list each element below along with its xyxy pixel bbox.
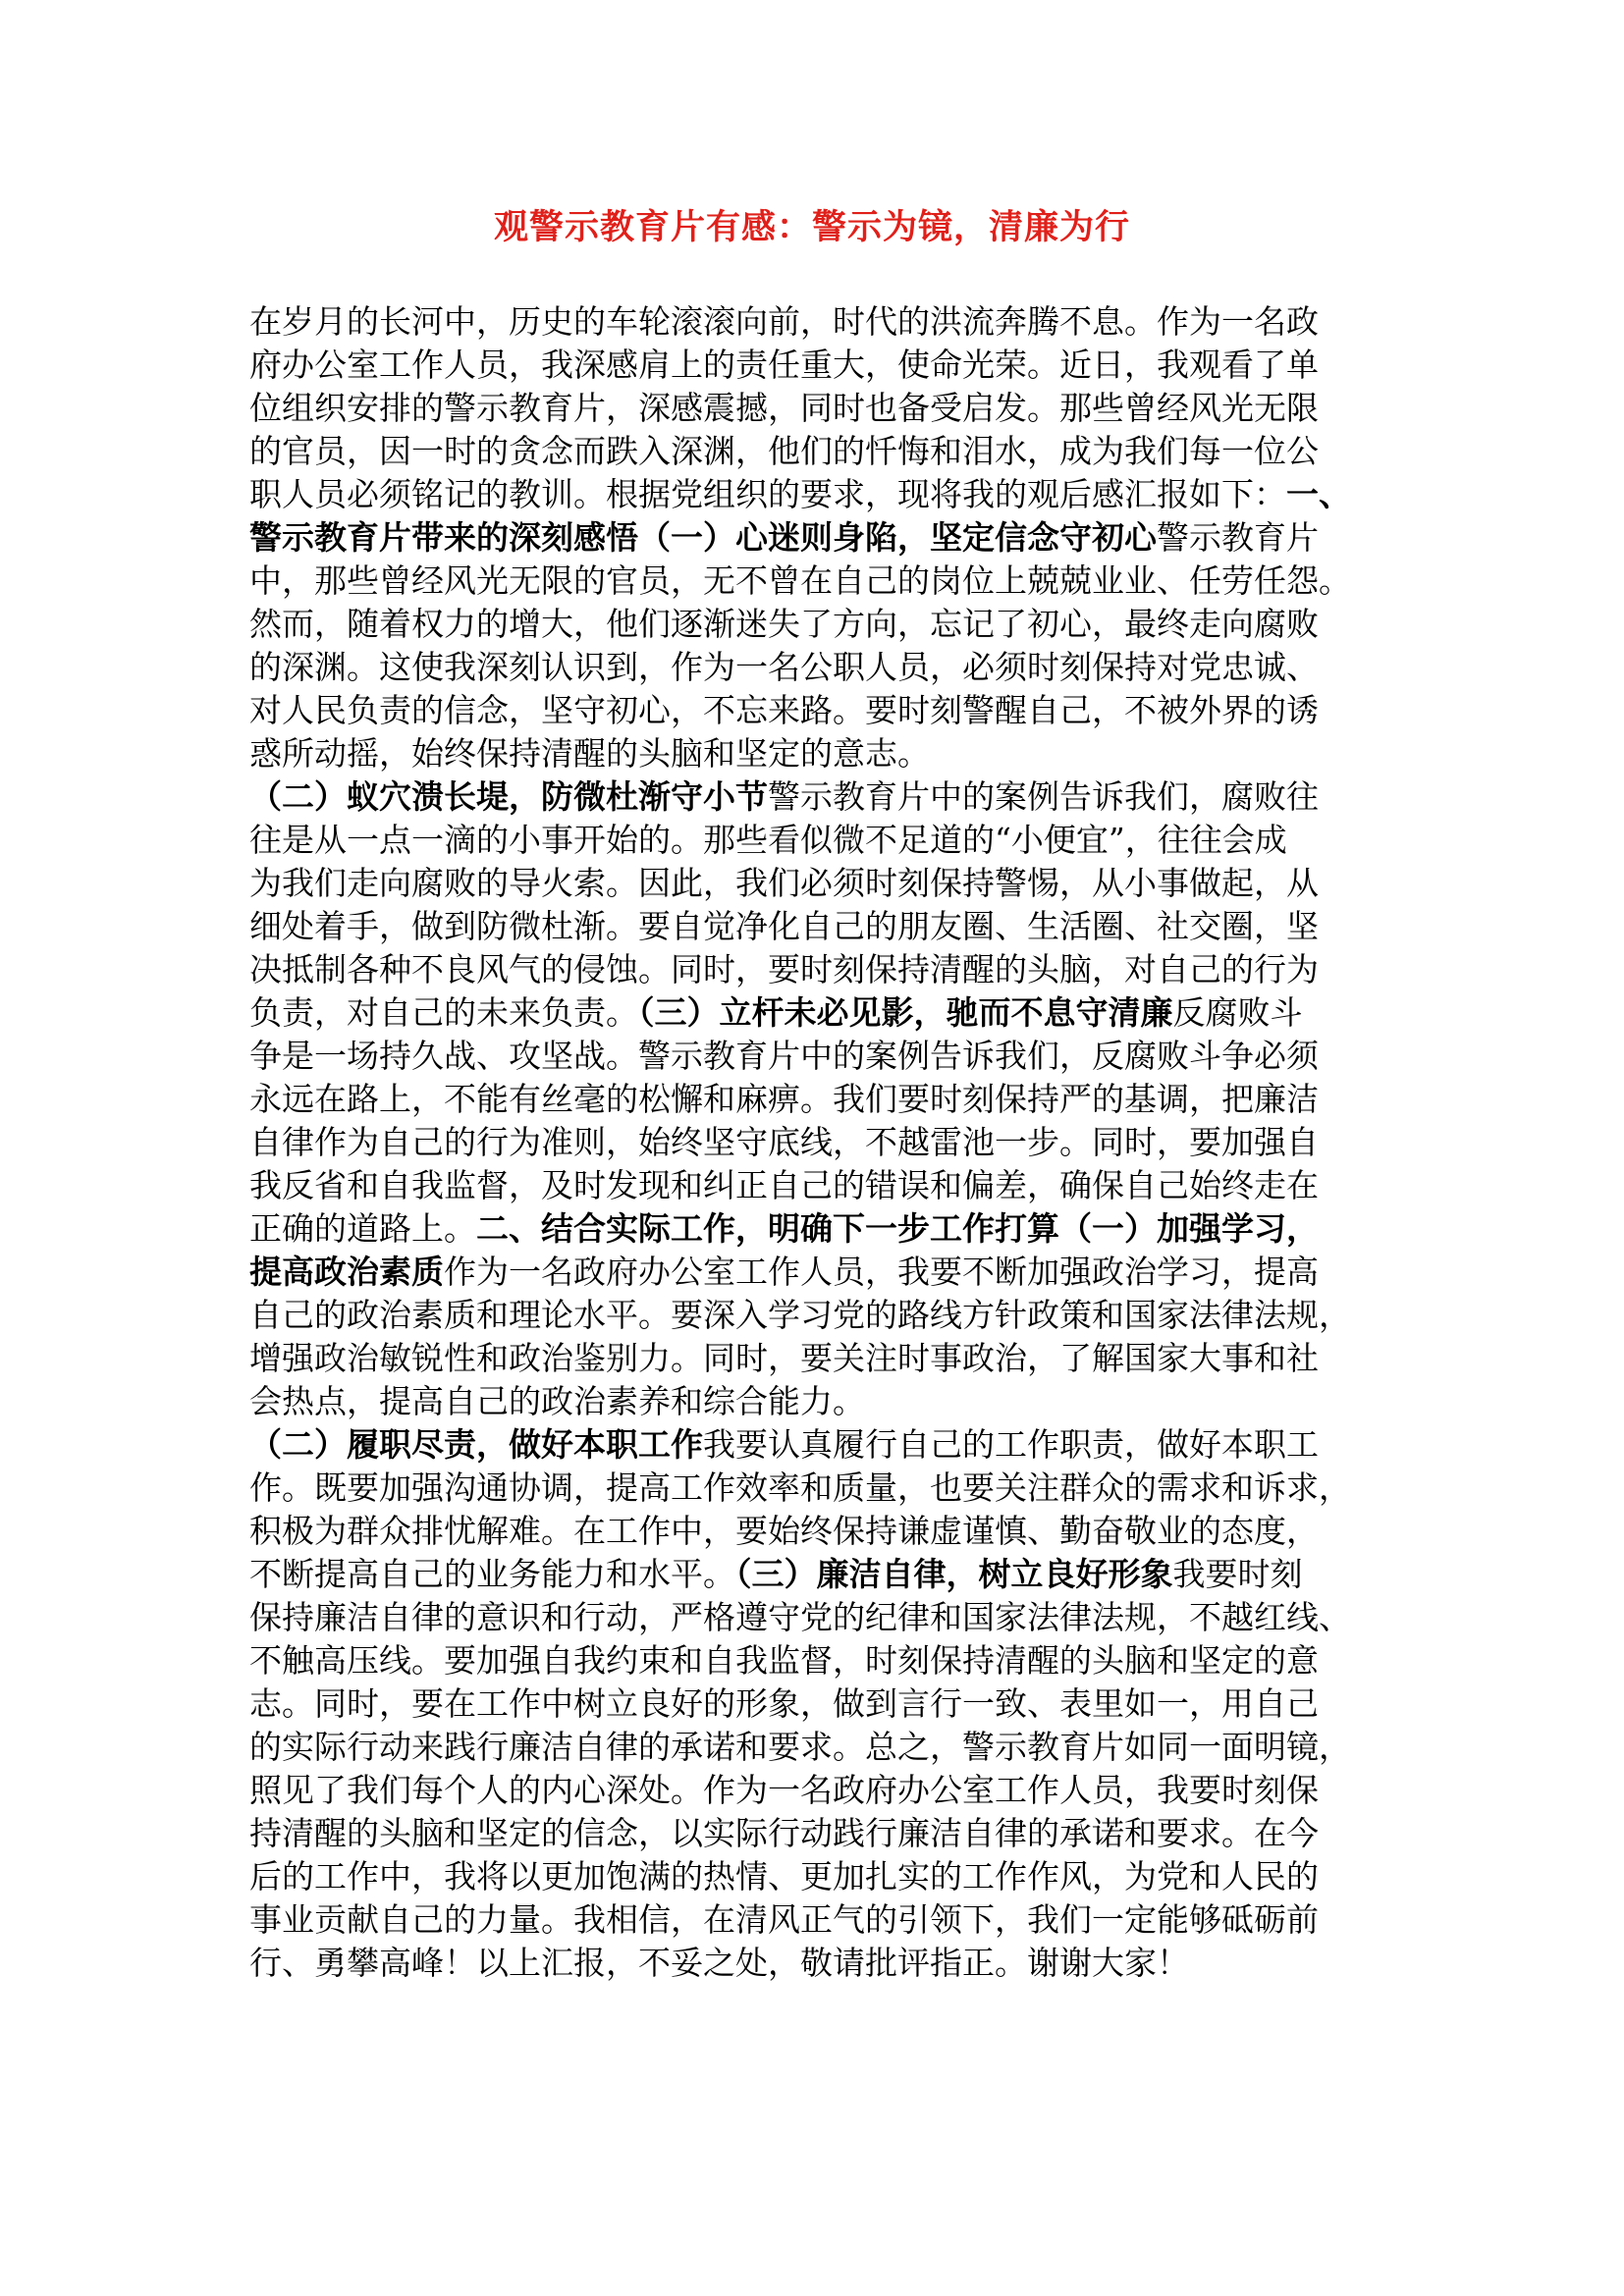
text-segment: 警示教育片中的案例告诉我们，腐败往 <box>768 777 1319 816</box>
text-segment: 然而，随着权力的增大，他们逐渐迷失了方向，忘记了初心，最终走向腐败 <box>249 605 1319 643</box>
text-line <box>249 1855 1379 1898</box>
bold-heading-segment: 一、 <box>1286 475 1351 513</box>
bold-heading-segment: （三）廉洁自律，树立良好形象 <box>735 1555 1173 1593</box>
text-segment: 职人员必须铭记的教训。根据党组织的要求，现将我的观后感汇报如下： <box>249 475 1286 513</box>
text-segment: 为我们走向腐败的导火索。因此，我们必须时刻保持警惕，从小事做起，从 <box>249 864 1319 902</box>
text-segment: 后的工作中，我将以更加饱满的热情、更加扎实的工作作风，为党和人民的 <box>249 1857 1319 1896</box>
text-line <box>249 1510 1379 1553</box>
text-segment: 不触高压线。要加强自我约束和自我监督，时刻保持清醒的头脑和坚定的意 <box>249 1641 1319 1680</box>
text-segment: 中，那些曾经风光无限的官员，无不曾在自己的岗位上兢兢业业、任劳任怨。 <box>249 561 1351 600</box>
text-segment: 持清醒的头脑和坚定的信念，以实际行动践行廉洁自律的承诺和要求。在今 <box>249 1814 1319 1852</box>
text-line <box>249 1639 1379 1682</box>
text-segment: 志。同时，要在工作中树立良好的形象，做到言行一致、表里如一，用自己 <box>249 1684 1319 1723</box>
text-line <box>249 646 1379 689</box>
text-segment: 自己的政治素质和理论水平。要深入学习党的路线方针政策和国家法律法规， <box>249 1296 1351 1334</box>
text-line <box>249 516 1379 560</box>
bold-heading-segment: （二）履职尽责，做好本职工作 <box>249 1425 703 1464</box>
text-segment: 反腐败斗 <box>1172 993 1303 1032</box>
text-segment: 争是一场持久战、攻坚战。警示教育片中的案例告诉我们，反腐败斗争必须 <box>249 1037 1319 1075</box>
bold-heading-segment: （二）蚁穴溃长堤，防微杜渐守小节 <box>249 777 768 816</box>
text-segment: 负责，对自己的未来负责。 <box>249 993 638 1032</box>
text-line <box>249 560 1379 603</box>
text-line <box>249 1682 1379 1726</box>
text-line <box>249 1035 1379 1078</box>
text-segment: 在岁月的长河中，历史的车轮滚滚向前，时代的洪流奔腾不息。作为一名政 <box>249 302 1319 341</box>
text-line <box>249 1423 1379 1467</box>
text-segment: 的实际行动来践行廉洁自律的承诺和要求。总之，警示教育片如同一面明镜， <box>249 1728 1351 1766</box>
text-line <box>249 344 1379 387</box>
text-line <box>249 948 1379 991</box>
text-segment: 我要时刻 <box>1172 1555 1303 1593</box>
text-segment: 警示教育片 <box>1157 518 1319 557</box>
text-line <box>249 1121 1379 1164</box>
text-segment: 永远在路上，不能有丝毫的松懈和麻痹。我们要时刻保持严的基调，把廉洁 <box>249 1080 1319 1118</box>
text-line <box>249 387 1379 430</box>
text-line <box>249 1553 1379 1596</box>
text-line <box>249 1942 1379 1985</box>
text-line <box>249 1207 1379 1251</box>
document-body <box>249 300 1379 1985</box>
text-line <box>249 689 1379 732</box>
text-line <box>249 1596 1379 1639</box>
text-segment: 我要认真履行自己的工作职责，做好本职工 <box>703 1425 1319 1464</box>
bold-heading-segment: （三）立杆未必见影，驰而不息守清廉 <box>638 993 1173 1032</box>
text-line <box>249 603 1379 646</box>
bold-heading-segment: 警示教育片带来的深刻感悟（一）心迷则身陷，坚定信念守初心 <box>249 518 1157 557</box>
text-segment: 细处着手，做到防微杜渐。要自觉净化自己的朋友圈、生活圈、社交圈，坚 <box>249 907 1319 945</box>
text-segment: 不断提高自己的业务能力和水平。 <box>249 1555 735 1593</box>
text-line <box>249 430 1379 473</box>
text-line <box>249 991 1379 1035</box>
text-segment: 作为一名政府办公室工作人员，我要不断加强政治学习，提高 <box>444 1253 1319 1291</box>
text-line <box>249 819 1379 862</box>
text-line <box>249 300 1379 344</box>
text-segment: 决抵制各种不良风气的侵蚀。同时，要时刻保持清醒的头脑，对自己的行为 <box>249 950 1319 988</box>
text-line <box>249 1251 1379 1294</box>
bold-heading-segment: 二、结合实际工作，明确下一步工作打算（一）加强学习， <box>476 1209 1319 1248</box>
text-line <box>249 1164 1379 1207</box>
text-segment: 事业贡献自己的力量。我相信，在清风正气的引领下，我们一定能够砥砺前 <box>249 1900 1319 1939</box>
text-segment: 往是从一点一滴的小事开始的。那些看似微不足道的“小便宜”，往往会成 <box>249 821 1287 859</box>
text-segment: 积极为群众排忧解难。在工作中，要始终保持谦虚谨慎、勤奋敬业的态度， <box>249 1512 1319 1550</box>
text-line <box>249 1467 1379 1510</box>
text-line <box>249 1078 1379 1121</box>
bold-heading-segment: 提高政治素质 <box>249 1253 444 1291</box>
text-line <box>249 1898 1379 1942</box>
text-segment: 我反省和自我监督，及时发现和纠正自己的错误和偏差，确保自己始终走在 <box>249 1166 1319 1204</box>
text-segment: 行、勇攀高峰！以上汇报，不妥之处，敬请批评指正。谢谢大家！ <box>249 1944 1189 1982</box>
text-line <box>249 1294 1379 1337</box>
text-segment: 正确的道路上。 <box>249 1209 476 1248</box>
document-title: 观警示教育片有感：警示为镜，清廉为行 <box>493 207 1130 247</box>
text-line <box>249 862 1379 905</box>
text-segment: 的深渊。这使我深刻认识到，作为一名公职人员，必须时刻保持对党忠诚、 <box>249 648 1319 686</box>
text-segment: 照见了我们每个人的内心深处。作为一名政府办公室工作人员，我要时刻保 <box>249 1771 1319 1809</box>
text-segment: 府办公室工作人员，我深感肩上的责任重大，使命光荣。近日，我观看了单 <box>249 346 1319 384</box>
text-segment: 惑所动摇，始终保持清醒的头脑和坚定的意志。 <box>249 734 930 773</box>
text-line <box>249 775 1379 819</box>
text-segment: 对人民负责的信念，坚守初心，不忘来路。要时刻警醒自己，不被外界的诱 <box>249 691 1319 729</box>
text-segment: 作。既要加强沟通协调，提高工作效率和质量，也要关注群众的需求和诉求， <box>249 1468 1351 1507</box>
text-segment: 增强政治敏锐性和政治鉴别力。同时，要关注时事政治，了解国家大事和社 <box>249 1339 1319 1377</box>
text-line <box>249 1769 1379 1812</box>
text-segment: 会热点，提高自己的政治素养和综合能力。 <box>249 1382 865 1420</box>
text-segment: 的官员，因一时的贪念而跌入深渊，他们的忏悔和泪水，成为我们每一位公 <box>249 432 1319 470</box>
text-segment: 自律作为自己的行为准则，始终坚守底线，不越雷池一步。同时，要加强自 <box>249 1123 1319 1161</box>
text-segment: 位组织安排的警示教育片，深感震撼，同时也备受启发。那些曾经风光无限 <box>249 389 1319 427</box>
text-line <box>249 905 1379 948</box>
text-line <box>249 1337 1379 1380</box>
text-line <box>249 1380 1379 1423</box>
text-line <box>249 473 1379 516</box>
text-line <box>249 1726 1379 1769</box>
text-segment: 保持廉洁自律的意识和行动，严格遵守党的纪律和国家法律法规，不越红线、 <box>249 1598 1351 1636</box>
text-line <box>249 732 1379 775</box>
text-line <box>249 1812 1379 1855</box>
